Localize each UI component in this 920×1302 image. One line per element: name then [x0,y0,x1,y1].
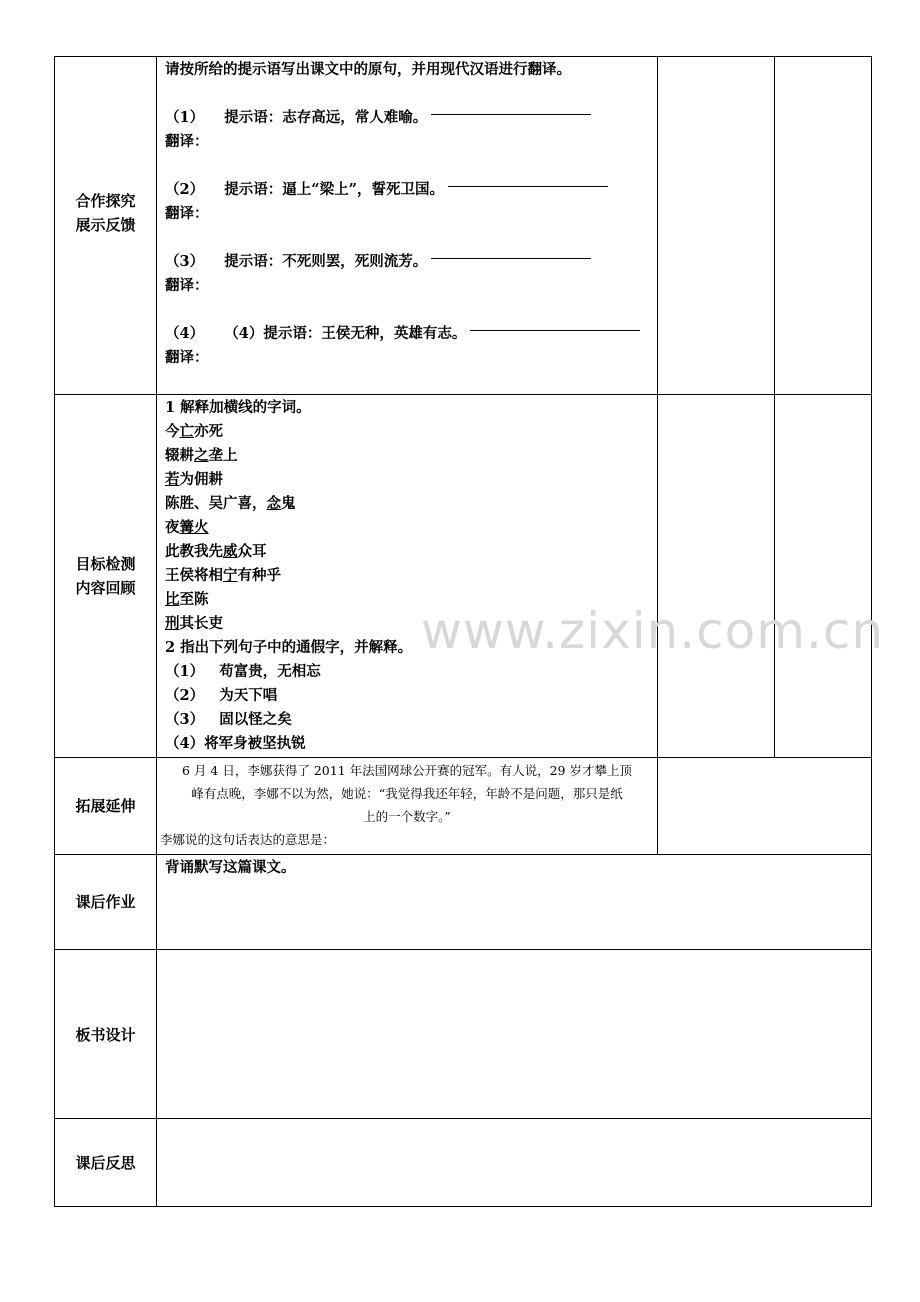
prompt-text: 提示语：不死则罢，死则流芳。 [224,253,428,270]
item-number: （2） [165,687,205,704]
ext-line: 6 月 4 日，李娜获得了 2011 年法国网球公开赛的冠军。有人说，29 岁才攀上顶 [182,763,632,778]
watermark: www.zixin.com.cn [421,602,885,660]
translate-label: 翻译： [165,277,209,294]
vocab-item: 此教我先威众耳 [165,543,267,560]
underlined-word: 比 [165,591,180,608]
item-number: （4） [165,325,205,342]
prompt-item [165,106,640,130]
vocab-item: 夜篝火 [165,519,209,536]
tongjia-item [165,732,412,756]
section-label-tuozhan: 拓展延伸 [75,797,136,815]
item-text: 为天下唱 [219,687,278,704]
answer-blank[interactable] [431,113,591,115]
item-number: （1） [165,109,205,126]
underlined-word: 宁 [223,567,238,584]
prompt-text: 提示语：志存高远，常人难喻。 [224,109,428,126]
q2-title: 2 指出下列句子中的通假字，并解释。 [165,639,413,656]
item-number: （1） [165,663,205,680]
column-divider [657,56,658,855]
hezuo-content [165,58,640,370]
underlined-word: 亡 [179,423,194,440]
tuozhan-content [160,759,654,851]
item-number: （3） [165,253,205,270]
hezuo-intro: 请按所给的提示语写出课文中的原句，并用现代汉语进行翻译。 [165,61,571,78]
vocab-item: 陈胜、吴广喜，念鬼 [165,495,296,512]
item-number: （3） [165,711,205,728]
row-divider [54,854,872,855]
answer-blank[interactable] [448,185,608,187]
ext-line: 峰有点晚，李娜不以为然，她说：“我觉得我还年轻，年龄不是问题，那只是纸 [191,786,623,801]
item-text: 苟富贵，无相忘 [219,663,321,680]
label-line: 目标检测 [75,555,136,573]
ext-line: 上的一个数字。” [363,809,451,824]
item-number: （2） [165,181,205,198]
underlined-word: 若 [165,471,180,488]
tongjia-item [165,660,412,684]
vocab-item: 辍耕之垄上 [165,447,238,464]
fansi-area[interactable] [157,1119,871,1206]
vocab-item: 刑其长吏 [165,615,223,632]
tongjia-item [165,708,412,732]
section-label-hezuo [54,189,157,237]
prompt-item [165,250,640,274]
prompt-item [165,322,640,346]
row-divider [54,394,872,395]
vocab-item: 若为佣耕 [165,471,223,488]
underlined-word: 刑 [165,615,180,632]
vocab-item: 今亡亦死 [165,423,223,440]
prompt-item [165,178,640,202]
section-label-fansi: 课后反思 [75,1154,136,1172]
section-label-mubiao [54,552,157,600]
vocab-item: 比至陈 [165,591,209,608]
answer-blank[interactable] [470,329,640,331]
vocab-item: 王侯将相宁有种乎 [165,567,281,584]
section-label-zuoye: 课后作业 [75,893,136,911]
tongjia-item [165,684,412,708]
underlined-word: 念 [266,495,281,512]
prompt-text: （4）提示语：王侯无种，英雄有志。 [224,325,467,342]
item-text: （4）将军身被坚执锐 [165,735,306,752]
zuoye-content: 背诵默写这篇课文。 [165,859,296,876]
label-line: 合作探究 [75,192,136,210]
ext-line: 李娜说的这句话表达的意思是： [160,832,336,847]
label-line: 展示反馈 [75,216,136,234]
answer-blank[interactable] [431,257,591,259]
label-line: 内容回顾 [75,579,136,597]
banshu-area[interactable] [157,950,871,1118]
underlined-word: 篝火 [179,519,209,536]
translate-label: 翻译： [165,349,209,366]
translate-label: 翻译： [165,133,209,150]
translate-label: 翻译： [165,205,209,222]
row-divider [54,757,872,758]
mubiao-content [165,396,412,756]
underlined-word: 之 [194,447,209,464]
q1-title: 1 解释加横线的字词。 [165,399,311,416]
section-label-banshu: 板书设计 [75,1026,136,1044]
underlined-word: 威 [223,543,238,560]
prompt-text: 提示语：逼上“梁上”，誓死卫国。 [224,181,444,198]
item-text: 固以怪之矣 [219,711,292,728]
